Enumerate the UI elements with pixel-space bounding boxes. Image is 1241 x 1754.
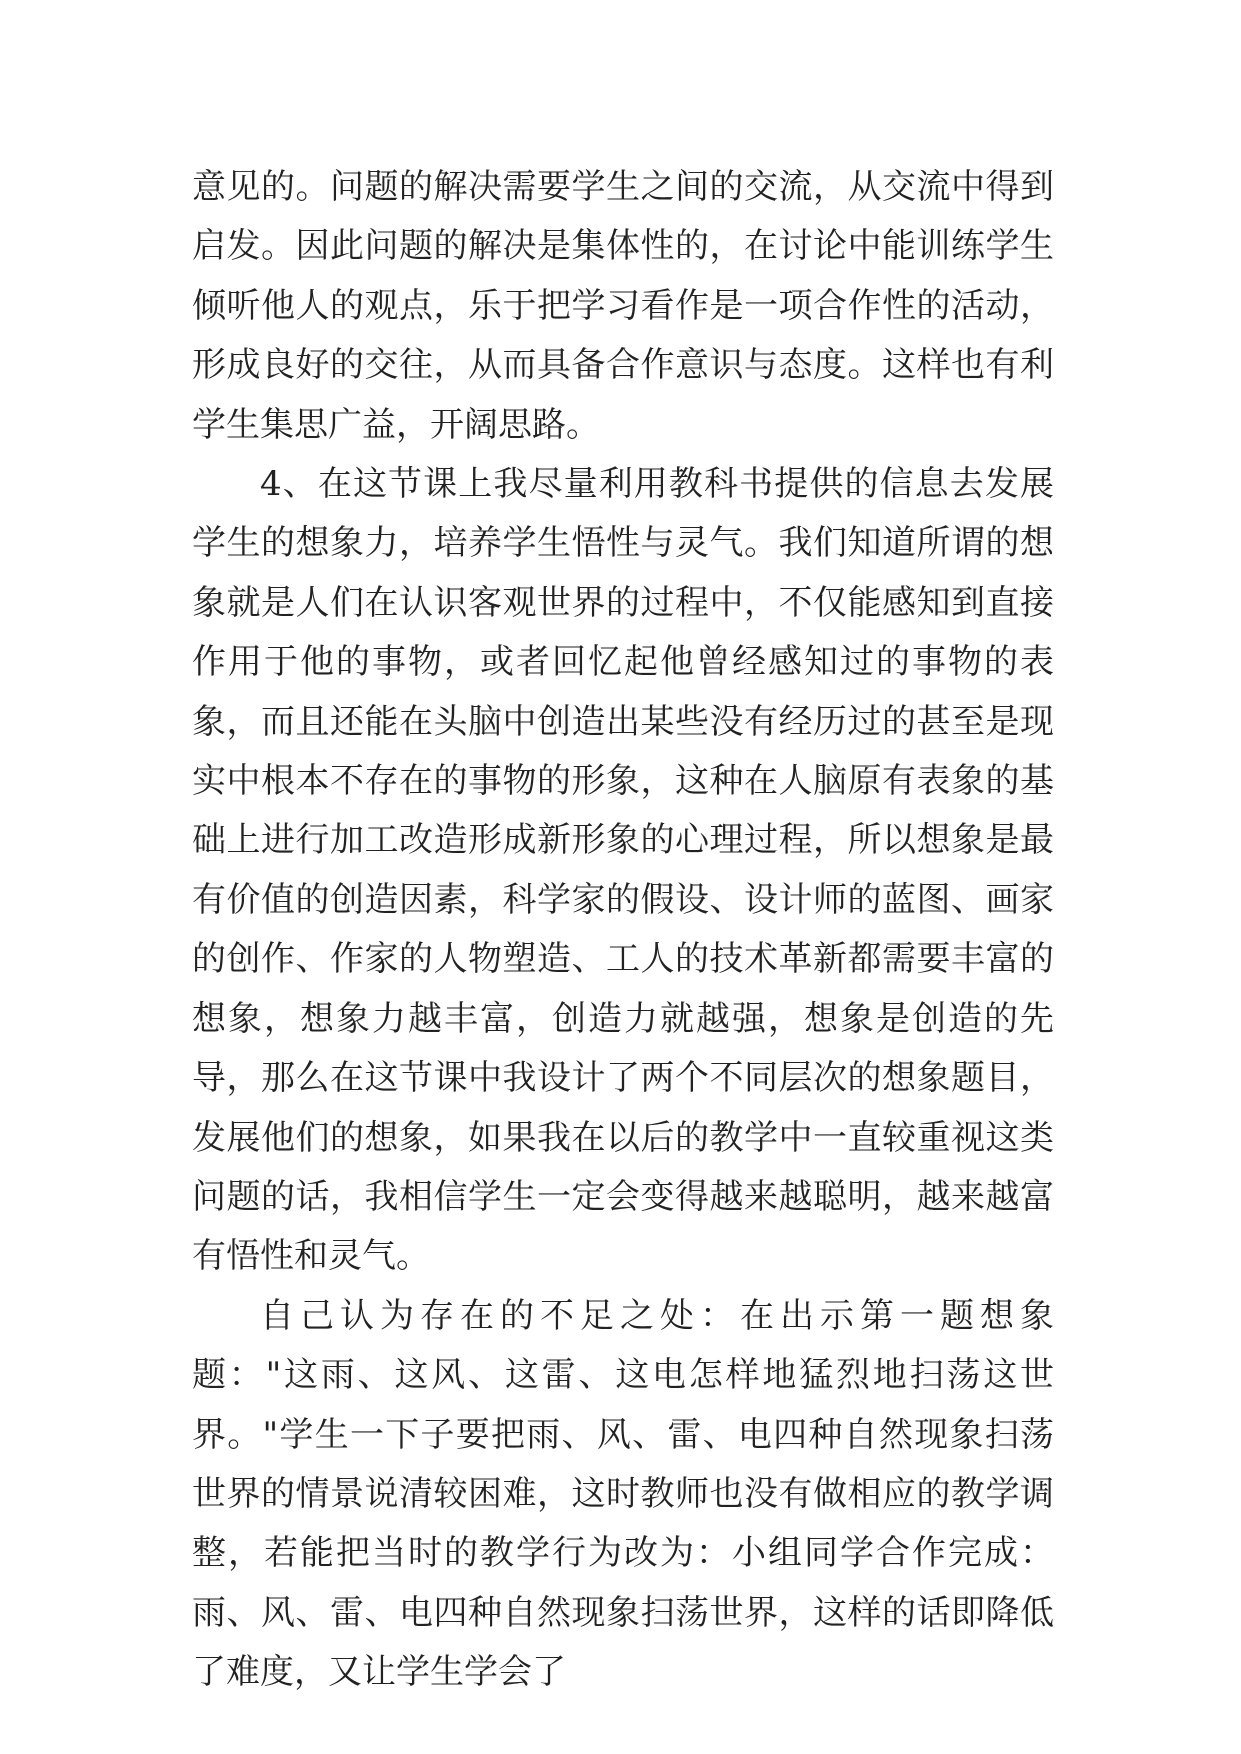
paragraph-continued: 意见的。问题的解决需要学生之间的交流，从交流中得到启发。因此问题的解决是集体性的，在讨论中能训练学生倾听他人的观点，乐于把学习看作是一项合作性的活动，形成良好的交往，从而具备合作意识与态度。这样也有利学生集思广益，开阔思路。 [192,167,1054,445]
document-body [192,158,1054,1703]
paragraph-point-4: 4、在这节课上我尽量利用教科书提供的信息去发展学生的想象力，培养学生悟性与灵气。我们知道所谓的想象就是人们在认识客观世界的过程中，不仅能感知到直接作用于他的事物，或者回忆起他曾经感知过的事物的表象，而且还能在头脑中创造出某些没有经历过的甚至是现实中根本不存在的事物的形象，这种在人脑原有表象的基础上进行加工改造形成新形象的心理过程，所以想象是最有价值的创造因素，科学家的假设、设计师的蓝图、画家的创作、作家的人物塑造、工人的技术革新都需要丰富的想象，想象力越丰富，创造力就越强，想象是创造的先导，那么在这节课中我设计了两个不同层次的想象题目，发展他们的想象，如果我在以后的教学中一直较重视这类问题的话，我相信学生一定会变得越来越聪明，越来越富有悟性和灵气。 [192,464,1054,1277]
paragraph-shortcomings: 自己认为存在的不足之处：在出示第一题想象题："这雨、这风、这雷、这电怎样地猛烈地扫荡这世界。"学生一下子要把雨、风、雷、电四种自然现象扫荡世界的情景说清较困难，这时教师也没有做相应的教学调整，若能把当时的教学行为改为：小组同学合作完成：雨、风、雷、电四种自然现象扫荡世界，这样的话即降低了难度，又让学生学会了 [192,1295,1054,1693]
